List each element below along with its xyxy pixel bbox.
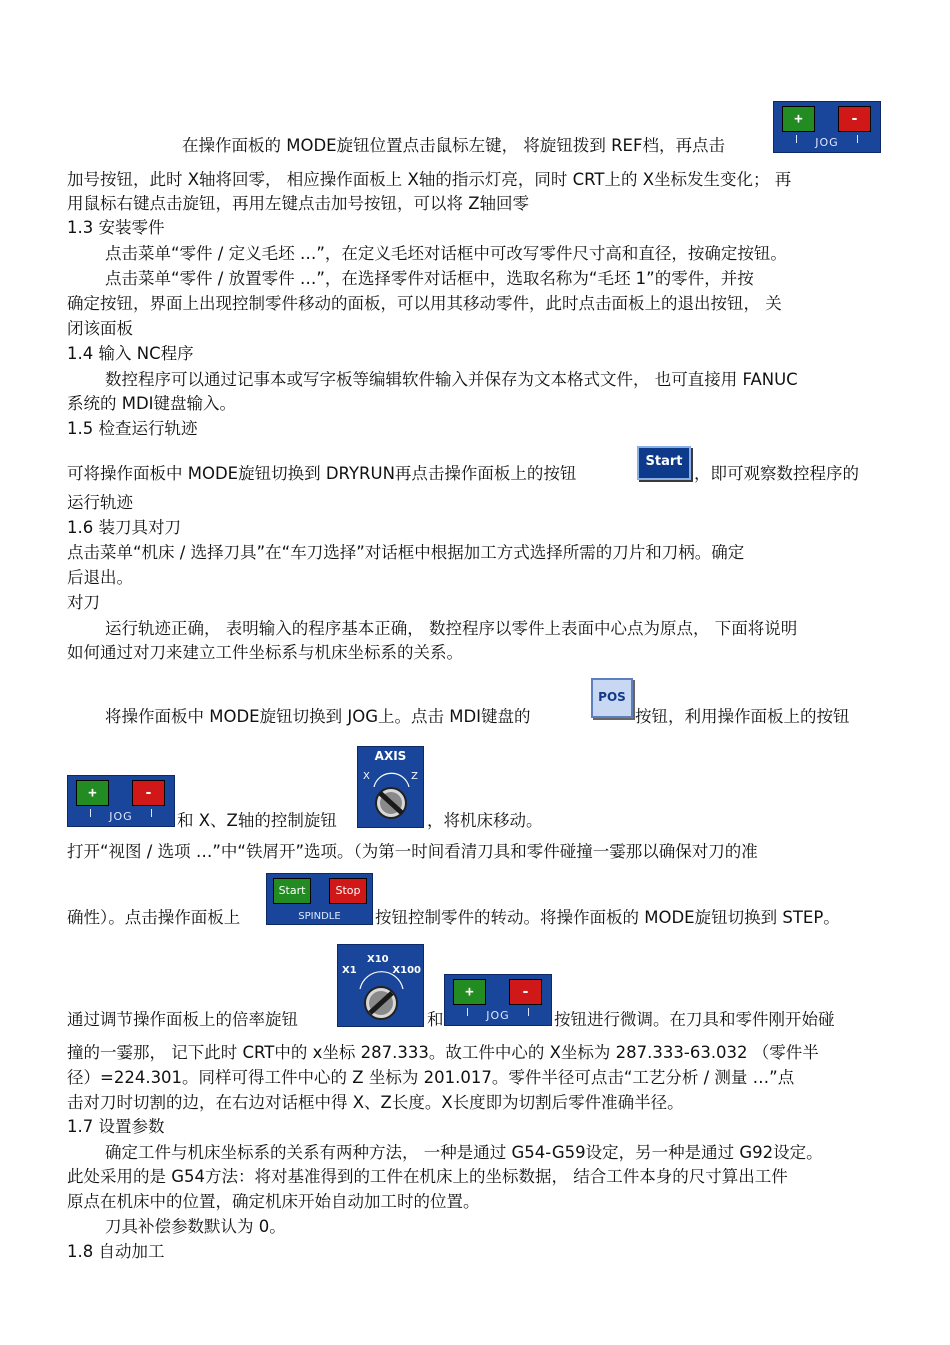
mult-x1-label: X1: [342, 965, 357, 976]
section-heading: 1.7 设置参数: [67, 1117, 165, 1136]
jog-button-panel[interactable]: [444, 974, 552, 1026]
text-line: 和: [427, 1010, 444, 1029]
text-line: 点击菜单“零件 / 放置零件 …”，在选择零件对话框中，选取名称为“毛坯 1”的零件，并按: [105, 269, 754, 288]
axis-dial[interactable]: [357, 746, 424, 828]
mult-x100-label: X100: [392, 965, 421, 976]
text-line: 加号按钮，此时 X轴将回零， 相应操作面板上 X轴的指示灯亮，同时 CRT上的 X坐标发生变化； 再: [67, 170, 792, 189]
section-heading: 1.3 安装零件: [67, 218, 165, 237]
section-heading: 1.4 输入 NC程序: [67, 344, 194, 363]
text-line: 后退出。: [67, 568, 133, 587]
text-line: 径）=224.301。同样可得工件中心的 Z 坐标为 201.017。零件半径可点击“工艺分析 / 测量 …”点: [67, 1068, 795, 1087]
jog-button-panel[interactable]: [67, 775, 175, 827]
text-line: 运行轨迹正确， 表明输入的程序基本正确， 数控程序以零件上表面中心点为原点， 下面将说明: [105, 619, 798, 638]
text-line: 确定按钮，界面上出现控制零件移动的面板，可以用其移动零件，此时点击面板上的退出按钮， 关: [67, 294, 782, 313]
text-line: 按钮控制零件的转动。将操作面板的 MODE旋钮切换到 STEP。: [375, 908, 840, 927]
section-heading: 1.8 自动加工: [67, 1242, 165, 1261]
jog-minus-button[interactable]: -: [509, 979, 542, 1005]
text-line: 原点在机床中的位置，确定机床开始自动加工时的位置。: [67, 1192, 480, 1211]
jog-minus-button[interactable]: -: [838, 106, 871, 132]
knob-icon: [358, 747, 425, 829]
text-line: 可将操作面板中 MODE旋钮切换到 DRYRUN再点击操作面板上的按钮: [67, 464, 577, 483]
axis-x-label: X: [363, 771, 370, 782]
text-line: 运行轨迹: [67, 493, 133, 512]
text-line: ，将机床移动。: [427, 811, 543, 830]
text-line: 用鼠标右键点击旋钮，再用左键点击加号按钮，可以将 Z轴回零: [67, 194, 530, 213]
text-line: 点击菜单“零件 / 定义毛坯 …”，在定义毛坯对话框中可改写零件尺寸高和直径，按确定按钮。: [105, 244, 787, 263]
text-line: ，即可观察数控程序的: [694, 464, 859, 483]
text-line: 确性）。点击操作面板上: [67, 908, 241, 927]
text-line: 在操作面板的 MODE旋钮位置点击鼠标左键， 将旋钮拨到 REF档，再点击: [182, 136, 725, 155]
pos-button[interactable]: POS: [591, 678, 633, 718]
text-line: 对刀: [67, 593, 100, 612]
text-line: 击对刀时切割的边，在右边对话框中得 X、Z长度。X长度即为切割后零件准确半径。: [67, 1093, 684, 1112]
text-line: 数控程序可以通过记事本或写字板等编辑软件输入并保存为文本格式文件， 也可直接用 FANUC: [105, 370, 798, 389]
spindle-start-button[interactable]: Start: [273, 878, 311, 904]
multiplier-dial[interactable]: [337, 944, 424, 1027]
jog-label: JOG: [109, 810, 133, 823]
text-line: 通过调节操作面板上的倍率旋钮: [67, 1010, 298, 1029]
text-line: 此处采用的是 G54方法：将对基准得到的工件在机床上的坐标数据， 结合工件本身的尺寸算出工件: [67, 1167, 788, 1186]
jog-label: JOG: [486, 1009, 510, 1022]
knob-icon: [338, 945, 425, 1028]
jog-plus-button[interactable]: +: [453, 979, 486, 1005]
jog-button-panel[interactable]: [773, 101, 881, 153]
jog-plus-button[interactable]: +: [76, 780, 109, 806]
text-line: 系统的 MDI键盘输入。: [67, 394, 237, 413]
text-line: 和 X、Z轴的控制旋钮: [177, 811, 337, 830]
spindle-button-panel[interactable]: [266, 873, 373, 925]
text-line: 闭该面板: [67, 319, 133, 338]
jog-plus-button[interactable]: +: [782, 106, 815, 132]
text-line: 撞的一霎那， 记下此时 CRT中的 x坐标 287.333。故工件中心的 X坐标为 287.333-63.032 （零件半: [67, 1043, 819, 1062]
text-line: 确定工件与机床坐标系的关系有两种方法， 一种是通过 G54-G59设定，另一种是通过 G92设定。: [105, 1143, 823, 1162]
axis-z-label: Z: [411, 771, 418, 782]
spindle-label: SPINDLE: [298, 911, 341, 922]
text-line: 点击菜单“机床 / 选择刀具”在“车刀选择”对话框中根据加工方式选择所需的刀片和刀柄。确定: [67, 543, 745, 562]
section-heading: 1.6 装刀具对刀: [67, 518, 181, 537]
mult-x10-label: X10: [367, 954, 389, 965]
spindle-stop-button[interactable]: Stop: [329, 878, 367, 904]
axis-title: AXIS: [374, 749, 407, 763]
jog-label: JOG: [815, 136, 839, 149]
text-line: 按钮，利用操作面板上的按钮: [635, 707, 850, 726]
text-line: 刀具补偿参数默认为 0。: [105, 1217, 286, 1236]
text-line: 打开“视图 / 选项 …”中“铁屑开”选项。（为第一时间看清刀具和零件碰撞一霎那以确保对刀的准: [67, 842, 758, 861]
text-line: 按钮进行微调。在刀具和零件刚开始碰: [554, 1010, 835, 1029]
start-button[interactable]: Start: [637, 446, 691, 480]
section-heading: 1.5 检查运行轨迹: [67, 419, 198, 438]
text-line: 如何通过对刀来建立工件坐标系与机床坐标系的关系。: [67, 643, 463, 662]
text-line: 将操作面板中 MODE旋钮切换到 JOG上。点击 MDI键盘的: [105, 707, 531, 726]
jog-minus-button[interactable]: -: [132, 780, 165, 806]
